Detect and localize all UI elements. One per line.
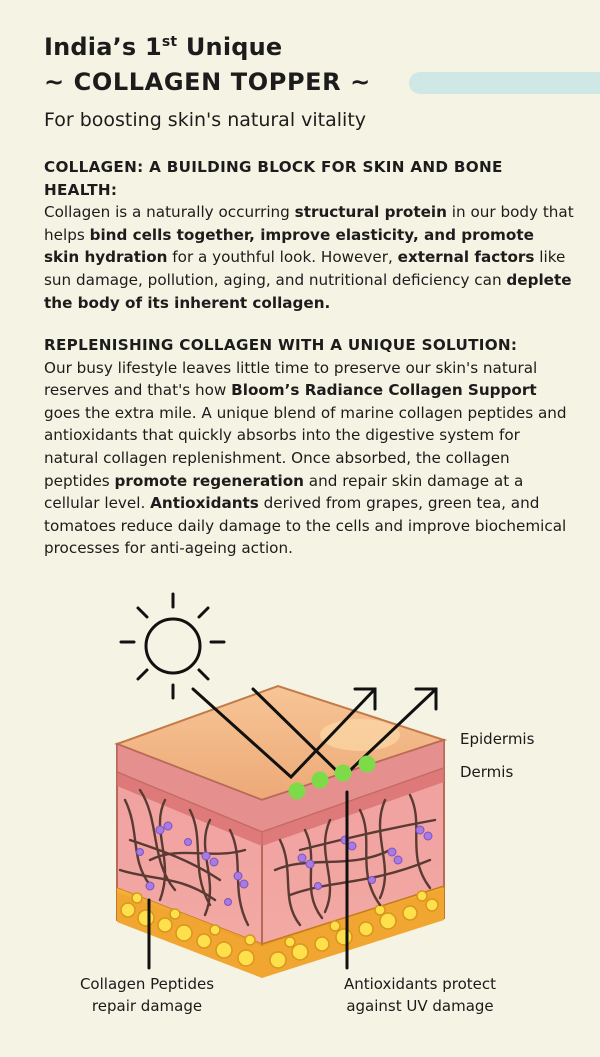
section-body <box>44 201 574 314</box>
subtitle: For boosting skin's natural vitality <box>44 109 367 131</box>
label-epidermis: Epidermis <box>460 730 535 748</box>
body-bold: structural protein <box>294 203 447 222</box>
label-line: Collagen Peptides <box>79 975 215 993</box>
body-bold: external factors <box>397 248 535 267</box>
body-bold: Bloom’s Radiance Collagen Support <box>231 381 537 400</box>
body-bold: bind cells together, improve elasticity, and promote skin hydration <box>44 225 534 267</box>
label-line: Antioxidants protect <box>343 975 497 993</box>
body-text: derived from grapes, green tea, and tomatoes reduce daily damage to the cells and improve biochemical processes for anti-ageing action. <box>44 494 567 558</box>
label-line: against UV damage <box>346 997 494 1015</box>
label-collagen-peptides <box>52 973 242 1017</box>
title-line-1 <box>44 30 282 64</box>
label-line: repair damage <box>91 997 203 1015</box>
body-text: Collagen is a naturally occurring <box>44 203 295 222</box>
body-text: and repair skin damage at a cellular level. <box>44 471 524 513</box>
body-text: Our busy lifestyle leaves little time to preserve our skin's natural reserves and that's how <box>44 358 538 400</box>
body-text: goes the extra mile. A unique blend of marine collagen peptides and antioxidants that quickly absorbs into the digestive system for natural collagen replenishment. Once absorbed, the collagen peptides <box>44 403 567 490</box>
section-body <box>44 357 574 560</box>
title-text-end: Unique <box>177 33 283 61</box>
title-text: India’s 1 <box>44 33 162 61</box>
section-replenishing-collagen <box>44 334 574 560</box>
body-bold: deplete the body of its inherent collagen. <box>44 270 572 312</box>
label-antioxidants <box>310 973 530 1017</box>
body-text: like sun damage, pollution, aging, and nutritional deficiency can <box>44 248 566 289</box>
label-dermis: Dermis <box>460 763 514 781</box>
title-line-2: ~ COLLAGEN TOPPER ~ <box>44 68 371 96</box>
body-bold: Antioxidants <box>150 494 259 513</box>
section-heading: COLLAGEN: A BUILDING BLOCK FOR SKIN AND BONE HEALTH: <box>44 158 503 199</box>
body-bold: promote regeneration <box>114 471 304 490</box>
body-text: for a youthful look. However, <box>167 248 398 267</box>
section-heading: REPLENISHING COLLAGEN WITH A UNIQUE SOLUTION: <box>44 336 518 354</box>
decorative-teal-bar <box>409 72 600 94</box>
sun-icon <box>121 594 224 698</box>
title-superscript: st <box>161 34 178 50</box>
section-collagen-building-block <box>44 156 574 314</box>
body-text: in our body that helps <box>44 203 574 244</box>
